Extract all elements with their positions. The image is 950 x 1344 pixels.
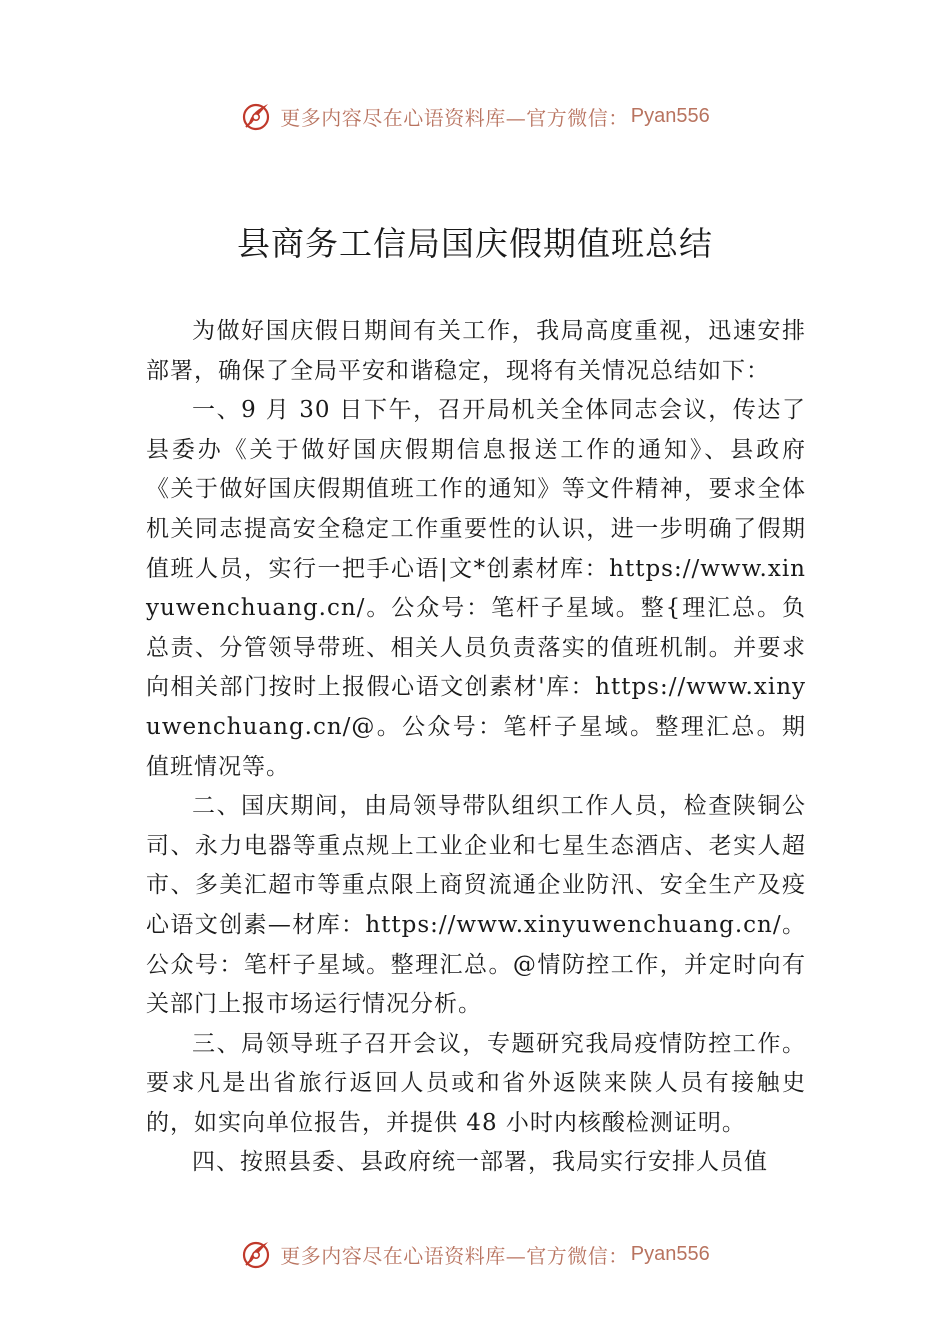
header-watermark-text: 更多内容尽在心语资料库—官方微信： (280, 105, 629, 130)
footer-watermark (0, 1234, 950, 1274)
header-watermark-id: Pyan556 (630, 104, 710, 127)
document-body (146, 312, 806, 1183)
document-title: 县商务工信局国庆假期值班总结 (237, 224, 713, 263)
paragraph-3: 三、局领导班子召开会议，专题研究我局疫情防控工作。要求凡是出省旅行返回人员或和省外返陕来陕人员有接触史的，如实向单位报告，并提供 48 小时内核酸检测证明。 (146, 1030, 806, 1136)
footer-watermark-text: 更多内容尽在心语资料库—官方微信： (280, 1243, 629, 1268)
header-watermark (0, 96, 950, 136)
brand-logo (240, 99, 274, 133)
paragraph-2: 二、国庆期间，由局领导带队组织工作人员，检查陕铜公司、永力电器等重点规上工业企业和七星生态酒店、老实人超市、多美汇超市等重点限上商贸流通企业防汛、安全生产及疫心语文创素—材库：https://www.xinyuwenchuang.cn/。公众号：笔杆子星域。整理汇总。@情防控工作，并定时向有关部门上报市场运行情况分析。 (146, 793, 806, 1018)
paragraph-intro: 为做好国庆假日期间有关工作，我局高度重视，迅速安排部署，确保了全局平安和谐稳定，现将有关情况总结如下： (146, 318, 806, 384)
paragraph-4: 四、按照县委、县政府统一部署，我局实行安排人员值 (192, 1149, 768, 1176)
brand-logo (240, 1237, 274, 1271)
footer-watermark-id: Pyan556 (630, 1242, 710, 1265)
paragraph-1: 一、9 月 30 日下午，召开局机关全体同志会议，传达了县委办《关于做好国庆假期信息报送工作的通知》、县政府《关于做好国庆假期值班工作的通知》等文件精神，要求全体机关同志提高安全稳定工作重要性的认识，进一步明确了假期值班人员，实行一把手心语|文*创素材库：https://www.xinyuwenchuang.cn/。公众号：笔杆子星域。整{理汇总。负总责、分管领导带班、相关人员负责落实的值班机制。并要求向相关部门按时上报假心语文创素材'库：https://www.xinyuwenchuang.cn/@。公众号：笔杆子星域。整理汇总。期值班情况等。 (146, 397, 806, 780)
